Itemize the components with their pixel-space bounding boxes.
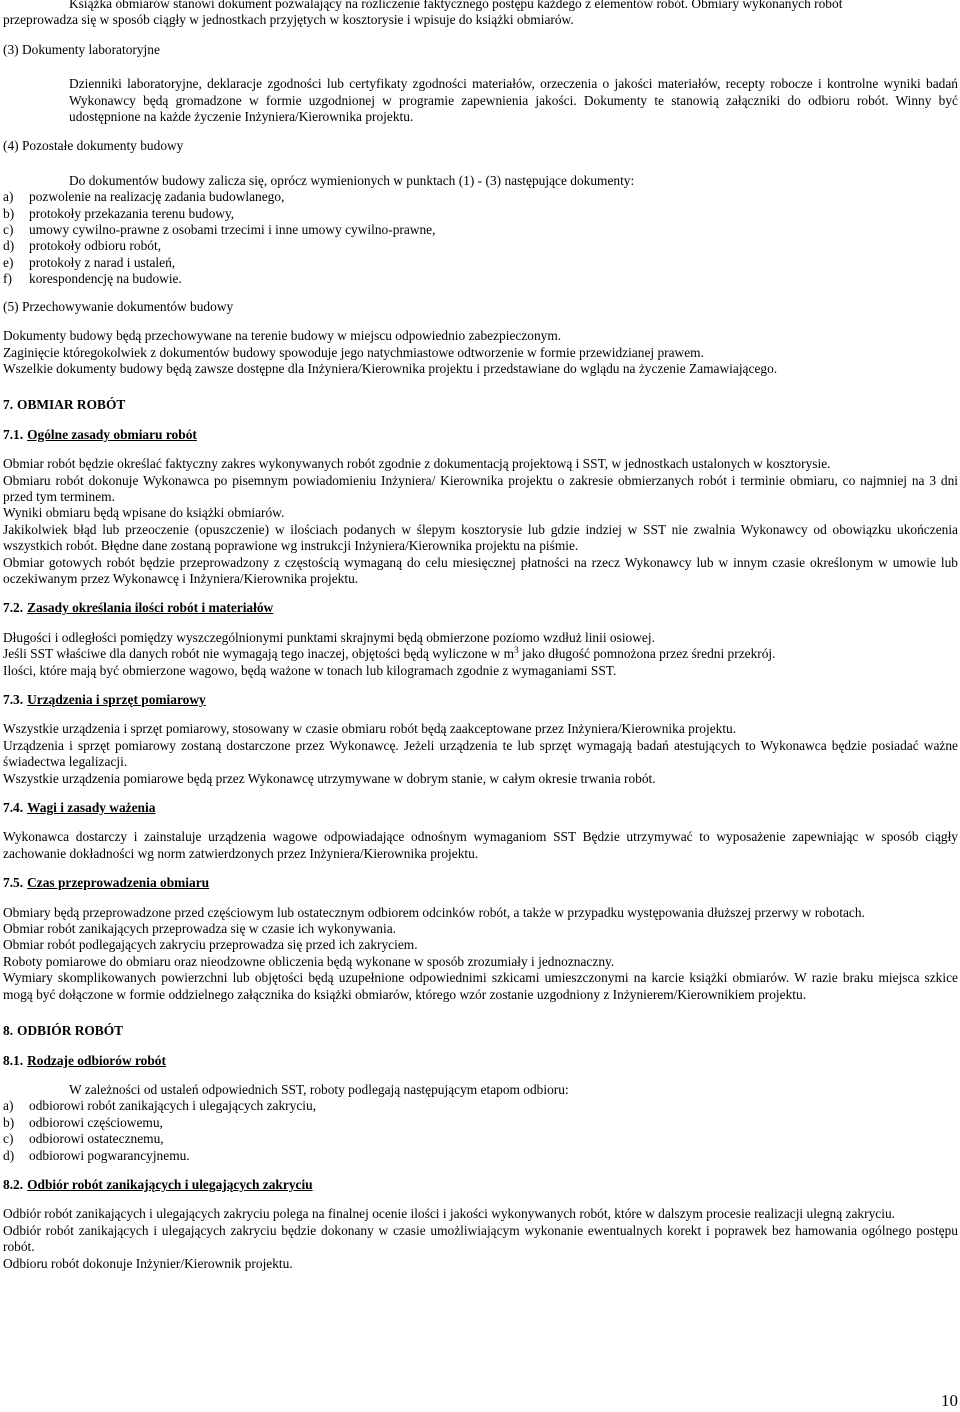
- section-7-5-p3: Obmiar robót podlegających zakryciu przeprowadza się przed ich zakryciem.: [3, 937, 418, 953]
- intro-line-1: Książka obmiarów stanowi dokument pozwalający na rozliczenie faktycznego postępu każdego z elementów robót. Obmiary wykonanych robót: [69, 0, 843, 11]
- list-item: c) umowy cywilno-prawne z osobami trzecimi i inne umowy cywilno-prawne,: [3, 222, 436, 238]
- list-item: b) odbiorowi częściowemu,: [3, 1114, 163, 1130]
- section-7-1-p3: Wyniki obmiaru będą wpisane do książki obmiarów.: [3, 505, 285, 521]
- list-item: d) odbiorowi pogwarancyjnemu.: [3, 1147, 190, 1163]
- section-7-4-heading: 7.4. Wagi i zasady ważenia: [3, 800, 156, 816]
- section-3-heading: (3) Dokumenty laboratoryjne: [3, 41, 160, 57]
- list-item: b) protokoły przekazania terenu budowy,: [3, 205, 235, 221]
- list-item: f) korespondencję na budowie.: [3, 271, 182, 287]
- section-7-2-heading: 7.2. Zasady określania ilości robót i materiałów: [3, 600, 274, 616]
- chapter-8-heading: 8. ODBIÓR ROBÓT: [3, 1023, 124, 1039]
- section-7-5-p5: Wymiary skomplikowanych powierzchni lub objętości będą uzupełnione odpowiednimi szkicami umieszczonymi na karcie książki obmiarów. W razie braku miejsca szkice mogą być dołączone w formie oddzielnego załącznika do książki obmiarów, którego wzór zostanie uzgodniony z Inżynierem/Kierownikiem projektu.: [3, 970, 958, 1002]
- section-7-1-p2: Obmiaru robót dokonuje Wykonawca po pisemnym powiadomieniu Inżyniera/ Kierownika projektu o zakresie obmierzanych robót i terminie obmiaru, co najmniej na 3 dni przed tym terminem.: [3, 472, 958, 504]
- section-7-2-p1: Długości i odległości pomiędzy wyszczególnionymi punktami skrajnymi będą obmierzone poziomo wzdłuż linii osiowej.: [3, 629, 655, 645]
- section-4-intro: Do dokumentów budowy zalicza się, oprócz wymienionych w punktach (1) - (3) następujące dokumenty:: [69, 172, 635, 188]
- section-8-2-heading: 8.2. Odbiór robót zanikających i ulegających zakryciu: [3, 1176, 313, 1192]
- list-item: a) pozwolenie na realizację zadania budowlanego,: [3, 189, 285, 205]
- section-5-p3: Wszelkie dokumenty budowy będą zawsze dostępne dla Inżyniera/Kierownika projektu i przedstawiane do wglądu na życzenie Zamawiającego.: [3, 360, 778, 376]
- section-7-1-heading: 7.1. Ogólne zasady obmiaru robót: [3, 426, 197, 442]
- section-4-heading: (4) Pozostałe dokumenty budowy: [3, 138, 184, 154]
- list-item: e) protokoły z narad i ustaleń,: [3, 254, 176, 270]
- section-5-p1: Dokumenty budowy będą przechowywane na terenie budowy w miejscu odpowiednio zabezpieczonym.: [3, 328, 562, 344]
- section-8-2-p2: Odbiór robót zanikających i ulegających zakryciu będzie dokonany w czasie umożliwiającym wykonanie ewentualnych korekt i poprawek bez hamowania ogólnego postępu robót.: [3, 1222, 958, 1255]
- section-7-3-p1: Wszystkie urządzenia i sprzęt pomiarowy, stosowany w czasie obmiaru robót będą zaakceptowane przez Inżyniera/Kierownika projektu.: [3, 721, 737, 737]
- chapter-7-heading: 7. OBMIAR ROBÓT: [3, 397, 126, 413]
- section-8-1-heading: 8.1. Rodzaje odbiorów robót: [3, 1052, 166, 1068]
- section-7-2-p2: Jeśli SST właściwe dla danych robót nie wymagają tego inaczej, objętości będą wyliczone w $m^3$ jako długość pomnożona przez średni przekrój.: [3, 645, 776, 662]
- section-7-3-heading: 7.3. Urządzenia i sprzęt pomiarowy: [3, 692, 206, 707]
- section-7-3-p2: Urządzenia i sprzęt pomiarowy zostaną dostarczone przez Wykonawcę. Jeżeli urządzenia te lub sprzęt wymagają badań atestujących to Wykonawca będzie posiadać ważne świadectwa legalizacji.: [3, 737, 958, 770]
- section-7-1-p5: Obmiar gotowych robót będzie przeprowadzony z częstością wymaganą do celu miesięcznej płatności na rzecz Wykonawcy lub w innym czasie określonym w umowie lub oczekiwanym przez Wykonawcę i Inżyniera/Kierownika projektu.: [3, 554, 958, 586]
- document-page: [3, 0, 958, 1272]
- list-item: a) odbiorowi robót zanikających i ulegających zakryciu,: [3, 1098, 317, 1114]
- list-item: c) odbiorowi ostatecznemu,: [3, 1131, 164, 1147]
- section-7-1-p4: Jakikolwiek błąd lub przeoczenie (opuszczenie) w ilościach podanych w ślepym kosztorysie lub gdzie indziej w SST nie zwalnia Wykonawcy od obowiązku ukończenia wszystkich robót. Błędne dane zostaną poprawione wg instrukcji Inżyniera/Kierownika projektu na piśmie.: [3, 521, 958, 554]
- section-7-5-p1: Obmiary będą przeprowadzone przed częściowym lub ostatecznym odbiorem odcinków robót, a także w przypadku występowania dłuższej przerwy w robotach.: [3, 904, 865, 920]
- section-7-2-p3: Ilości, które mają być obmierzone wagowo, będą ważone w tonach lub kilogramach zgodnie z wymaganiami SST.: [3, 662, 617, 678]
- section-8-1-intro: W zależności od ustaleń odpowiednich SST, roboty podlegają następującym etapom odbioru:: [69, 1081, 569, 1097]
- section-3-text: Dzienniki laboratoryjne, deklaracje zgodności lub certyfikaty zgodności materiałów, orzeczenia o jakości materiałów, recepty robocze i kontrolne wyniki badań Wykonawcy będą gromadzone w formie uzgodnionej w programie zapewnienia jakości. Dokumenty te stanowią załączniki do odbioru robót. Winny być udostępnione na każde życzenie Inżyniera/Kierownika projektu.: [69, 76, 958, 125]
- intro-line-2: przeprowadza się w sposób ciągły w jednostkach przyjętych w kosztorysie i wpisuje do książki obmiarów.: [3, 12, 574, 28]
- section-7-3-p3: Wszystkie urządzenia pomiarowe będą przez Wykonawcę utrzymywane w dobrym stanie, w całym okresie trwania robót.: [3, 770, 656, 786]
- section-7-5-p2: Obmiar robót zanikających przeprowadza się w czasie ich wykonywania.: [3, 921, 396, 937]
- section-4-list: [3, 189, 958, 287]
- section-8-2-p1: Odbiór robót zanikających i ulegających zakryciu polega na finalnej ocenie ilości i jakości wykonywanych robót, które w dalszym procesie realizacji ulegną zakryciu.: [3, 1206, 895, 1222]
- section-7-1-p1: Obmiar robót będzie określać faktyczny zakres wykonywanych robót zgodnie z dokumentacją projektową i SST, w jednostkach ustalonych w kosztorysie.: [3, 456, 831, 472]
- section-5-p2: Zaginięcie któregokolwiek z dokumentów budowy spowoduje jego natychmiastowe odtworzenie w formie przewidzianej prawem.: [3, 344, 704, 360]
- section-5-heading: (5) Przechowywanie dokumentów budowy: [3, 298, 234, 314]
- section-8-2-p3: Odbioru robót dokonuje Inżynier/Kierownik projektu.: [3, 1255, 293, 1271]
- section-7-5-heading: 7.5. Czas przeprowadzenia obmiaru: [3, 875, 210, 891]
- section-8-1-list: [3, 1098, 958, 1164]
- page-number: 10: [941, 1391, 958, 1410]
- list-item: d) protokoły odbioru robót,: [3, 238, 162, 254]
- section-7-5-p4: Roboty pomiarowe do obmiaru oraz nieodzowne obliczenia będą wykonane w sposób zrozumiały i jednoznaczny.: [3, 953, 615, 969]
- section-7-4-p1: Wykonawca dostarczy i zainstaluje urządzenia wagowe odpowiadające odnośnym wymaganiom SST Będzie utrzymywać to wyposażenie zapewniając w sposób ciągły zachowanie dokładności wg norm zatwierdzonych przez Inżyniera/Kierownika projektu.: [3, 829, 958, 861]
